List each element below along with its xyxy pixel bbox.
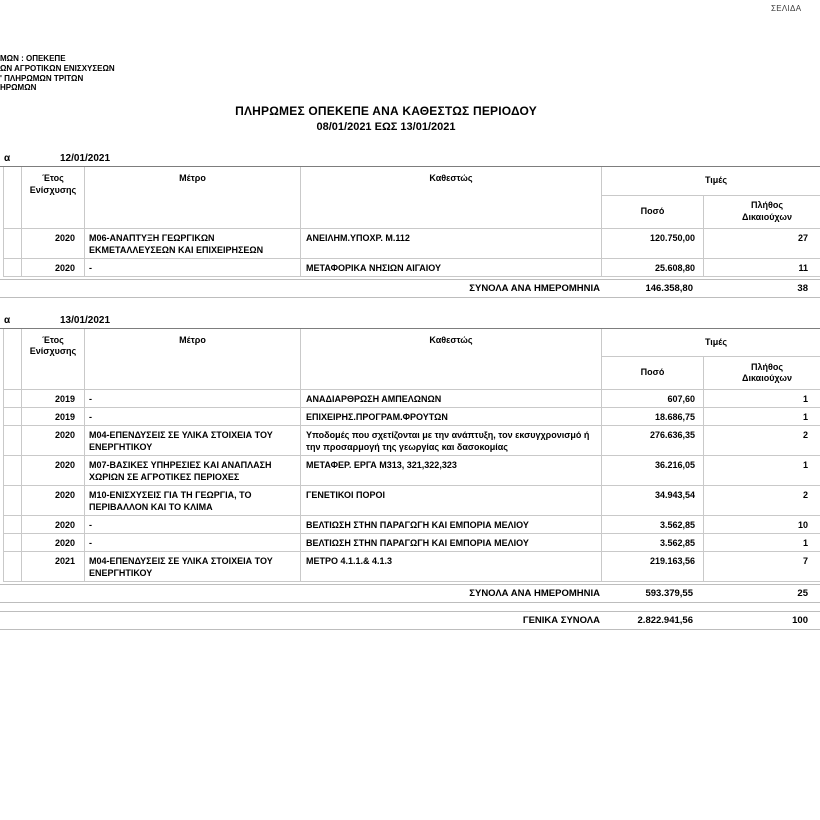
measure-column-header: Μέτρο (85, 167, 301, 228)
clipped-cell (4, 456, 22, 486)
daily-total-bar (0, 584, 820, 603)
clipped-cell (4, 408, 22, 426)
count-cell: 1 (704, 390, 820, 408)
count-cell: 11 (704, 258, 820, 276)
date-value: 12/01/2021 (60, 153, 111, 164)
header-row-top (4, 329, 820, 357)
regime-cell: ΒΕΛΤΙΩΣΗ ΣΤΗΝ ΠΑΡΑΓΩΓΗ ΚΑΙ ΕΜΠΟΡΙΑ ΜΕΛΙΟΥ (301, 534, 602, 552)
count-column-header (704, 357, 820, 390)
daily-total-bar (0, 279, 820, 298)
table-row (4, 228, 820, 258)
payments-table (3, 329, 820, 583)
regime-cell: ΑΝΑΔΙΑΡΘΡΩΣΗ ΑΜΠΕΛΩΝΩΝ (301, 390, 602, 408)
clipped-cell (4, 534, 22, 552)
report-section (0, 314, 820, 604)
report-body (0, 152, 820, 630)
count-cell: 1 (704, 534, 820, 552)
clipped-column-header (4, 329, 22, 390)
letterhead-line: ΜΩΝ : ΟΠΕΚΕΠΕ (0, 54, 66, 63)
grand-total-label: ΓΕΝΙΚΑ ΣΥΝΟΛΑ (522, 615, 600, 626)
table-row (4, 390, 820, 408)
measure-cell: Μ10-ΕΝΙΣΧΥΣΕΙΣ ΓΙΑ ΤΗ ΓΕΩΡΓΙΑ, ΤΟ ΠΕΡΙΒΑΛΛΟΝ ΚΑΙ ΤΟ ΚΛΙΜΑ (85, 486, 301, 516)
grand-total-bar (0, 611, 820, 630)
measure-cell: Μ04-ΕΠΕΝΔΥΣΕΙΣ ΣΕ ΥΛΙΚΑ ΣΤΟΙΧΕΙΑ ΤΟΥ ΕΝΕΡΓΗΤΙΚΟΥ (85, 426, 301, 456)
regime-cell: ΕΠΙΧΕΙΡΗΣ.ΠΡΟΓΡΑΜ.ΦΡΟΥΤΩΝ (301, 408, 602, 426)
date-value: 13/01/2021 (60, 314, 111, 326)
year-column-header-text: Έτος Ενίσχυσης (29, 173, 77, 195)
grand-total-amount: 2.822.941,56 (637, 615, 693, 626)
table-row (4, 408, 820, 426)
regime-cell: ΜΕΤΑΦΕΡ. ΕΡΓΑ Μ313, 321,322,323 (301, 456, 602, 486)
year-cell: 2020 (22, 516, 85, 534)
clipped-cell (4, 552, 22, 582)
measure-column-header: Μέτρο (85, 329, 301, 390)
regime-cell: ΑΝΕΙΛΗΜ.ΥΠΟΧΡ. Μ.112 (301, 228, 602, 258)
year-cell: 2020 (22, 534, 85, 552)
sections-container (0, 152, 820, 603)
table-row (4, 516, 820, 534)
daily-total-amount: 593.379,55 (645, 588, 693, 599)
regime-cell: ΜΕΤΡΟ 4.1.1.& 4.1.3 (301, 552, 602, 582)
clipped-cell (4, 390, 22, 408)
measure-cell: Μ04-ΕΠΕΝΔΥΣΕΙΣ ΣΕ ΥΛΙΚΑ ΣΤΟΙΧΕΙΑ ΤΟΥ ΕΝΕΡΓΗΤΙΚΟΥ (85, 552, 301, 582)
year-cell: 2021 (22, 552, 85, 582)
count-column-header-text: Πλήθος Δικαιούχων (741, 200, 793, 222)
regime-cell: ΜΕΤΑΦΟΡΙΚΑ ΝΗΣΙΩΝ ΑΙΓΑΙΟΥ (301, 258, 602, 276)
count-cell: 7 (704, 552, 820, 582)
count-cell: 2 (704, 486, 820, 516)
amount-column-header: Ποσό (602, 195, 704, 228)
date-heading (0, 152, 820, 167)
clipped-cell (4, 486, 22, 516)
table-header (4, 167, 820, 228)
measure-cell: Μ06-ΑΝΑΠΤΥΞΗ ΓΕΩΡΓΙΚΩΝ ΕΚΜΕΤΑΛΛΕΥΣΕΩΝ ΚΑΙ ΕΠΙΧΕΙΡΗΣΕΩΝ (85, 228, 301, 258)
daily-total-count: 25 (797, 588, 808, 599)
measure-cell: - (85, 390, 301, 408)
values-group-header: Τιμές (602, 167, 820, 195)
date-heading (0, 314, 820, 329)
clipped-cell (4, 258, 22, 276)
measure-cell: - (85, 408, 301, 426)
letterhead (0, 54, 115, 93)
measure-cell: - (85, 258, 301, 276)
year-cell: 2020 (22, 426, 85, 456)
amount-cell: 18.686,75 (602, 408, 704, 426)
count-cell: 1 (704, 456, 820, 486)
table-row (4, 258, 820, 276)
count-column-header-text: Πλήθος Δικαιούχων (741, 361, 793, 383)
grand-total-count: 100 (792, 615, 808, 626)
table-body (4, 228, 820, 276)
amount-cell: 3.562,85 (602, 534, 704, 552)
values-group-header: Τιμές (602, 329, 820, 357)
clipped-cell (4, 228, 22, 258)
letterhead-line: ' ΠΛΗΡΩΜΩΝ ΤΡΙΤΩΝ (0, 73, 84, 83)
header-row-top (4, 167, 820, 195)
amount-cell: 276.636,35 (602, 426, 704, 456)
amount-cell: 34.943,54 (602, 486, 704, 516)
daily-total-label: ΣΥΝΟΛΑ ΑΝΑ ΗΜΕΡΟΜΗΝΙΑ (469, 588, 600, 599)
regime-column-header: Καθεστώς (301, 167, 602, 228)
date-label-fragment: α (4, 314, 11, 326)
measure-cell: - (85, 534, 301, 552)
report-subtitle: 08/01/2021 ΕΩΣ 13/01/2021 (316, 121, 456, 133)
clipped-cell (4, 426, 22, 456)
amount-cell: 219.163,56 (602, 552, 704, 582)
payments-table (3, 167, 820, 277)
amount-cell: 607,60 (602, 390, 704, 408)
date-label-fragment: α (4, 153, 11, 164)
daily-total-amount: 146.358,80 (645, 282, 693, 294)
year-cell: 2019 (22, 408, 85, 426)
count-column-header (704, 195, 820, 228)
clipped-column-header (4, 167, 22, 228)
report-section (0, 152, 820, 298)
title-block (0, 104, 772, 133)
year-cell: 2020 (22, 486, 85, 516)
table-row (4, 426, 820, 456)
count-cell: 10 (704, 516, 820, 534)
amount-cell: 120.750,00 (602, 228, 704, 258)
year-cell: 2020 (22, 456, 85, 486)
amount-cell: 25.608,80 (602, 258, 704, 276)
daily-total-count: 38 (797, 282, 808, 294)
table-row (4, 486, 820, 516)
year-column-header (22, 329, 85, 390)
count-cell: 2 (704, 426, 820, 456)
table-row (4, 552, 820, 582)
year-column-header (22, 167, 85, 228)
count-cell: 1 (704, 408, 820, 426)
page-number-label: ΣΕΛΙΔΑ (771, 4, 802, 13)
clipped-cell (4, 516, 22, 534)
measure-cell: Μ07-ΒΑΣΙΚΕΣ ΥΠΗΡΕΣΙΕΣ ΚΑΙ ΑΝΑΠΛΑΣΗ ΧΩΡΙΩΝ ΣΕ ΑΓΡΟΤΙΚΕΣ ΠΕΡΙΟΧΕΣ (85, 456, 301, 486)
regime-cell: ΒΕΛΤΙΩΣΗ ΣΤΗΝ ΠΑΡΑΓΩΓΗ ΚΑΙ ΕΜΠΟΡΙΑ ΜΕΛΙΟΥ (301, 516, 602, 534)
year-column-header-text: Έτος Ενίσχυσης (29, 334, 77, 356)
letterhead-line: ΗΡΩΜΩΝ (0, 83, 37, 93)
regime-column-header: Καθεστώς (301, 329, 602, 390)
table-row (4, 534, 820, 552)
amount-cell: 3.562,85 (602, 516, 704, 534)
year-cell: 2020 (22, 258, 85, 276)
amount-column-header: Ποσό (602, 357, 704, 390)
year-cell: 2020 (22, 228, 85, 258)
amount-cell: 36.216,05 (602, 456, 704, 486)
daily-total-label: ΣΥΝΟΛΑ ΑΝΑ ΗΜΕΡΟΜΗΝΙΑ (469, 282, 600, 294)
table-body (4, 390, 820, 582)
table-row (4, 456, 820, 486)
measure-cell: - (85, 516, 301, 534)
report-title: ΠΛΗΡΩΜΕΣ ΟΠΕΚΕΠΕ ΑΝΑ ΚΑΘΕΣΤΩΣ ΠΕΡΙΟΔΟΥ (235, 104, 537, 118)
regime-cell: ΓΕΝΕΤΙΚΟΙ ΠΟΡΟΙ (301, 486, 602, 516)
letterhead-line: ΩΝ ΑΓΡΟΤΙΚΩΝ ΕΝΙΣΧΥΣΕΩΝ (0, 63, 115, 73)
table-header (4, 329, 820, 390)
count-cell: 27 (704, 228, 820, 258)
regime-cell: Υποδομές που σχετίζονται με την ανάπτυξη, τον εκσυγχρονισμό ή την προσαρμογή της γεωργίας και δασοκομίας (301, 426, 602, 456)
year-cell: 2019 (22, 390, 85, 408)
